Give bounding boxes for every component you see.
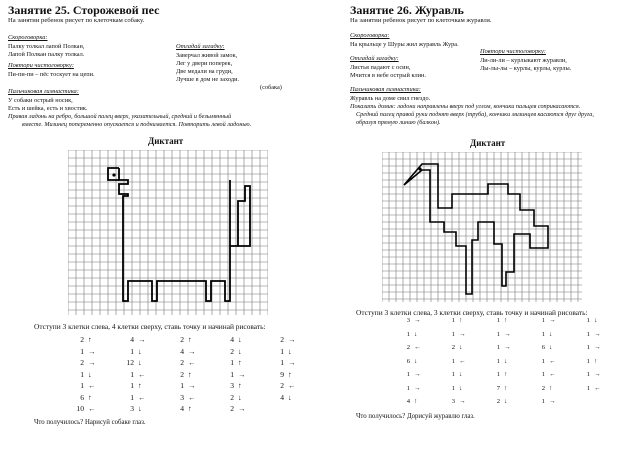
dictation-step-count: 1 (451, 317, 455, 324)
tongue-twister-line: Палку толкал лапой Полкан, (8, 43, 85, 50)
arrow-up-icon: ↑ (238, 381, 242, 390)
dictation-step-count: 2 (230, 404, 234, 413)
arrow-down-icon: ↓ (238, 335, 242, 344)
dog-eye-dot (112, 173, 115, 176)
crane-eye-dot (418, 167, 421, 170)
arrow-down-icon: ↓ (594, 317, 598, 324)
arrow-down-icon: ↓ (459, 344, 463, 351)
dictation-table (70, 336, 310, 416)
dictation-step-count: 2 (230, 346, 234, 356)
arrow-down-icon: ↓ (549, 344, 553, 351)
dictation-step-count: 1 (406, 330, 410, 338)
instruction-text: Отступи 3 клетки слева, 3 клетки сверху, ставь точку и начинай рисовать: (356, 308, 588, 317)
dictation-step-count: 1 (586, 357, 590, 365)
arrow-up-icon: ↑ (504, 317, 508, 324)
riddle-line: Лучше в дом не заходи. (176, 76, 240, 83)
dictation-step-count: 1 (541, 398, 545, 405)
dictation-step-count: 1 (130, 346, 134, 356)
riddle-line: Листья падают с осин, (350, 64, 411, 71)
dictation-step-count: 2 (80, 358, 84, 367)
dictation-step-count: 3 (406, 317, 410, 324)
arrow-down-icon: ↓ (459, 371, 463, 378)
final-question: Что получилось? Нарисуй собаке глаз. (34, 419, 146, 426)
dictation-step-count: 2 (451, 344, 455, 351)
dictation-step-count: 1 (451, 384, 455, 392)
dictation-step-count: 2 (280, 335, 284, 344)
dictation-step-count: 1 (130, 369, 134, 379)
arrow-down-icon: ↓ (504, 398, 508, 405)
dictation-step-count: 3 (130, 404, 134, 413)
lesson-26-subtitle: На занятии ребенок рисует по клеточкам журавля. (350, 17, 492, 24)
instruction-text: Отступи 3 клетки слева, 4 клетки сверху, ставь точку и начинай рисовать: (34, 322, 266, 331)
gymnastics-instruction: образуя прямую линию (балкон). (356, 119, 441, 126)
arrow-right-icon: → (549, 398, 556, 405)
arrow-up-icon: ↑ (188, 404, 192, 413)
clean-talk-heading: Повтори чистоговорку: (480, 48, 546, 55)
riddle-line: Мчится в небе острый клин. (350, 72, 426, 79)
dictation-step-count: 1 (496, 317, 500, 324)
dictation-step-count: 4 (406, 398, 410, 405)
tongue-twister-line: На крыльце у Шуры жил журавль Жура. (350, 41, 459, 48)
gymnastics-line: У собаки острый носик, (8, 97, 73, 104)
arrow-right-icon: → (188, 381, 196, 390)
arrow-right-icon: → (594, 344, 601, 351)
dictation-step-count: 1 (586, 330, 590, 338)
dog-drawing (119, 168, 250, 301)
dictation-title: Диктант (148, 136, 184, 146)
arrow-left-icon: ← (459, 357, 466, 365)
arrow-up-icon: ↑ (138, 381, 142, 390)
arrow-right-icon: → (594, 330, 601, 338)
arrow-down-icon: ↓ (288, 392, 292, 402)
dictation-step-count: 3 (180, 392, 184, 402)
arrow-right-icon: → (414, 317, 421, 324)
arrow-left-icon: ← (88, 404, 96, 413)
dictation-step-count: 3 (230, 381, 234, 390)
tongue-twister-line: Лапой Полкан палку толкал. (8, 51, 85, 58)
dictation-step-count: 1 (130, 381, 134, 390)
dictation-step-count: 2 (180, 358, 184, 367)
dictation-step-count: 1 (541, 371, 545, 378)
riddle-line: Две медали на груди, (176, 68, 233, 75)
gymnastics-line: Журавль на доме свил гнездо. (350, 95, 431, 102)
arrow-up-icon: ↑ (288, 369, 292, 379)
lesson-25-subtitle: На занятии ребенок рисует по клеточкам собаку. (8, 17, 145, 24)
tongue-twister-heading: Скороговорка: (350, 32, 390, 39)
arrow-left-icon: ← (594, 384, 601, 392)
dictation-step-count: 1 (80, 346, 84, 356)
dictation-step-count: 2 (180, 369, 184, 379)
crane-grid (382, 152, 582, 302)
clean-talk-line: Пи-пи-пи – пёс тоскует на цепи. (8, 71, 95, 78)
lesson-25-title: Занятие 25. Сторожевой пес (8, 3, 160, 17)
dictation-step-count: 6 (406, 357, 410, 365)
dictation-step-count: 1 (451, 371, 455, 378)
arrow-left-icon: ← (549, 357, 556, 365)
arrow-left-icon: ← (188, 358, 196, 367)
dictation-step-count: 7 (496, 384, 500, 392)
dictation-step-count: 1 (586, 371, 590, 378)
gymnastics-instruction: Правая ладонь на ребро, большой палец вверх, указательный, средний и безымянный (8, 113, 232, 120)
arrow-up-icon: ↑ (188, 335, 192, 344)
arrow-up-icon: ↑ (414, 398, 418, 405)
arrow-right-icon: → (594, 371, 601, 378)
gymnastics-line: Есть и шейка, есть и хвостик. (8, 105, 88, 112)
gymnastics-instruction: Средний палец правой руки поднят вверх (труба), кончики мизинцев касаются друг друга, (356, 111, 594, 118)
dictation-step-count: 1 (496, 344, 500, 351)
riddle-heading: Отгадай загадку: (176, 43, 225, 50)
riddle-answer: (собака) (260, 84, 282, 91)
dictation-step-count: 2 (180, 335, 184, 344)
dictation-step-count: 1 (496, 371, 500, 378)
dictation-step-count: 4 (180, 346, 184, 356)
arrow-left-icon: ← (138, 392, 146, 402)
arrow-right-icon: → (288, 335, 296, 344)
arrow-up-icon: ↑ (88, 335, 92, 344)
arrow-down-icon: ↓ (238, 392, 242, 402)
dog-grid (68, 150, 268, 315)
dictation-step-count: 10 (76, 404, 84, 413)
arrow-left-icon: ← (414, 344, 421, 351)
dictation-step-count: 2 (230, 392, 234, 402)
arrow-right-icon: → (288, 358, 296, 367)
arrow-down-icon: ↓ (288, 346, 292, 356)
dictation-step-count: 1 (586, 384, 590, 392)
dictation-step-count: 3 (451, 398, 455, 405)
dictation-step-count: 1 (80, 369, 84, 379)
arrow-up-icon: ↑ (504, 384, 508, 392)
arrow-up-icon: ↑ (188, 369, 192, 379)
arrow-right-icon: → (459, 398, 466, 405)
dictation-step-count: 2 (406, 344, 410, 351)
arrow-left-icon: ← (549, 371, 556, 378)
dictation-step-count: 1 (130, 392, 134, 402)
arrow-right-icon: → (188, 346, 196, 356)
arrow-down-icon: ↓ (88, 369, 92, 379)
dictation-step-count: 2 (541, 384, 545, 392)
dictation-step-count: 1 (406, 384, 410, 392)
dictation-step-count: 1 (541, 330, 545, 338)
dictation-step-count: 12 (126, 358, 134, 367)
dictation-step-count: 6 (541, 344, 545, 351)
clean-talk-heading: Повтори чистоговорку: (8, 62, 74, 69)
riddle-line: Заверчал живой замок, (176, 52, 238, 59)
arrow-right-icon: → (414, 384, 421, 392)
arrow-right-icon: → (549, 317, 556, 324)
dictation-step-count: 1 (586, 317, 590, 324)
arrow-down-icon: ↓ (414, 357, 418, 365)
arrow-right-icon: → (88, 358, 96, 367)
arrow-up-icon: ↑ (594, 357, 598, 365)
dictation-step-count: 1 (451, 357, 455, 365)
arrow-up-icon: ↑ (459, 317, 463, 324)
arrow-down-icon: ↓ (138, 346, 142, 356)
dictation-title: Диктант (470, 138, 506, 148)
gymnastics-heading: Пальчиковая гимнастика: (8, 88, 79, 95)
dictation-step-count: 1 (230, 358, 234, 367)
arrow-right-icon: → (238, 369, 246, 379)
arrow-right-icon: → (414, 371, 421, 378)
arrow-left-icon: ← (138, 369, 146, 379)
arrow-down-icon: ↓ (238, 346, 242, 356)
lesson-26-title: Занятие 26. Журавль (350, 3, 464, 17)
arrow-down-icon: ↓ (504, 357, 508, 365)
arrow-right-icon: → (459, 330, 466, 338)
clean-talk-line: Лы-лы-лы – курлы, курлы, курлы. (480, 65, 572, 72)
arrow-left-icon: ← (88, 381, 96, 390)
dictation-step-count: 1 (451, 330, 455, 338)
arrow-down-icon: ↓ (414, 330, 418, 338)
dictation-step-count: 4 (130, 335, 134, 344)
arrow-right-icon: → (504, 330, 511, 338)
dictation-step-count: 1 (230, 369, 234, 379)
dictation-step-count: 1 (586, 344, 590, 351)
arrow-right-icon: → (88, 346, 96, 356)
arrow-down-icon: ↓ (459, 384, 463, 392)
arrow-up-icon: ↑ (88, 392, 92, 402)
arrow-down-icon: ↓ (549, 330, 553, 338)
dictation-step-count: 1 (406, 371, 410, 378)
lesson-26-page (320, 0, 640, 452)
arrow-up-icon: ↑ (549, 384, 553, 392)
dictation-table (396, 318, 636, 414)
gymnastics-instruction: вместе. Мизинец попеременно опускается и поднимается. Повторить левой ладонью. (22, 121, 252, 128)
dictation-step-count: 1 (80, 381, 84, 390)
dictation-step-count: 2 (496, 398, 500, 405)
dictation-step-count: 4 (280, 392, 284, 402)
tongue-twister-heading: Скороговорка: (8, 34, 48, 41)
arrow-right-icon: → (138, 335, 146, 344)
dictation-step-count: 2 (80, 335, 84, 344)
dictation-step-count: 4 (180, 404, 184, 413)
dictation-step-count: 1 (541, 317, 545, 324)
dictation-step-count: 6 (80, 392, 84, 402)
arrow-right-icon: → (238, 404, 246, 413)
dictation-step-count: 1 (180, 381, 184, 390)
clean-talk-line: Ли-ли-ли – курлыкают журавли, (480, 57, 567, 64)
arrow-right-icon: → (504, 344, 511, 351)
dictation-step-count: 1 (280, 346, 284, 356)
riddle-heading: Отгадай загадку: (350, 55, 399, 62)
arrow-down-icon: ↓ (138, 404, 142, 413)
gymnastics-heading: Пальчиковая гимнастика: (350, 86, 421, 93)
dictation-step-count: 4 (230, 335, 234, 344)
dictation-step-count: 1 (541, 357, 545, 365)
arrow-left-icon: ← (188, 392, 196, 402)
dictation-step-count: 1 (496, 330, 500, 338)
arrow-down-icon: ↓ (138, 358, 142, 367)
arrow-up-icon: ↑ (238, 358, 242, 367)
final-question: Что получилось? Дорисуй журавлю глаз. (356, 413, 475, 420)
riddle-line: Лег у двери поперек, (176, 60, 233, 67)
dictation-step-count: 2 (280, 381, 284, 390)
dictation-step-count: 9 (280, 369, 284, 379)
dictation-step-count: 1 (496, 357, 500, 365)
dictation-step-count: 1 (280, 358, 284, 367)
arrow-left-icon: ← (288, 381, 296, 390)
arrow-up-icon: ↑ (504, 371, 508, 378)
gymnastics-instruction: Показать домик: ладони направлены вверх под углом, кончики пальцев соприкасаются. (350, 103, 581, 110)
